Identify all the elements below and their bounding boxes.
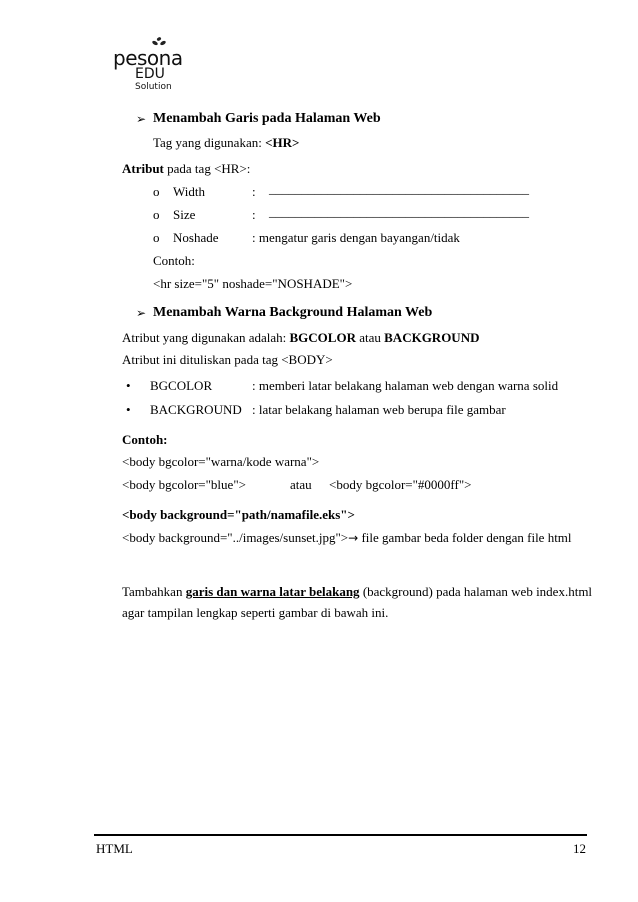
instruction-line-2: agar tampilan lengkap seperti gambar di bawah ini. (122, 605, 389, 620)
dot-bullet: • (126, 402, 131, 417)
page-number: 12 (573, 841, 586, 856)
tag-used-label: Tag yang digunakan: (153, 135, 266, 150)
footer-divider (94, 834, 587, 836)
item-name: Noshade (173, 230, 219, 245)
bullet-name: BACKGROUND (150, 402, 242, 417)
code-line: <body bgcolor="#0000ff"> (329, 477, 472, 492)
instruction-pre: Tambahkan (122, 584, 186, 599)
right-arrow-icon: → (348, 531, 359, 545)
item-name: Width (173, 184, 205, 199)
item-sep: : (252, 184, 256, 199)
bullet-desc: : memberi latar belakang halaman web dengan warna solid (252, 378, 559, 393)
code-line: <body bgcolor="blue"> (122, 477, 246, 492)
item-blank: ________________________________________ (269, 181, 529, 196)
arrow-bullet-icon: ➢ (136, 112, 147, 126)
item-sep: : (252, 207, 256, 222)
code-note: file gambar beda folder dengan file html (358, 530, 572, 545)
logo-edu: EDU (135, 66, 165, 82)
tag-used-line (153, 135, 299, 151)
bullet-desc: : latar belakang halaman web berupa file gambar (252, 402, 506, 417)
tag-hr: <HR> (265, 135, 300, 150)
arrow-bullet-icon: ➢ (136, 306, 147, 320)
instruction-emphasis: garis dan warna latar belakang (185, 584, 360, 599)
item-desc: : mengatur garis dengan bayangan/tidak (252, 230, 460, 245)
code-or: atau (290, 477, 312, 492)
section-heading: Menambah Warna Background Halaman Web (153, 305, 433, 320)
section-heading: Menambah Garis pada Halaman Web (153, 111, 381, 126)
item-name: Size (173, 207, 196, 222)
attribute-used-line (122, 330, 479, 346)
attribute-bgcolor: BGCOLOR (289, 330, 356, 345)
code-line-with-note (122, 530, 572, 546)
code-line: <body bgcolor="warna/kode warna"> (122, 454, 320, 469)
bullet-name: BGCOLOR (150, 378, 213, 393)
circle-bullet: o (153, 207, 160, 222)
dot-bullet: • (126, 378, 131, 393)
attribute-or: atau (355, 330, 385, 345)
example-label: Contoh: (153, 253, 195, 268)
attribute-background: BACKGROUND (384, 330, 480, 345)
attribute-used-label: Atribut yang digunakan adalah: (122, 330, 290, 345)
written-in-line: Atribut ini dituliskan pada tag <BODY> (122, 352, 333, 367)
footer-title: HTML (96, 841, 133, 856)
circle-bullet: o (153, 230, 160, 245)
attribute-label: Atribut (122, 161, 164, 176)
instruction-line-1 (122, 584, 592, 600)
code-text: <body background="../images/sunset.jpg"> (122, 530, 349, 545)
circle-bullet: o (153, 184, 160, 199)
attribute-text: pada tag <HR>: (163, 161, 251, 176)
logo-pesona: pesona (113, 46, 183, 70)
instruction-post: (background) pada halaman web index.html (359, 584, 593, 599)
example-label: Contoh: (122, 432, 168, 447)
code-line: <body background="path/namafile.eks"> (122, 507, 355, 522)
example-code: <hr size="5" noshade="NOSHADE"> (153, 276, 353, 291)
attribute-line (122, 161, 250, 177)
logo-solution: Solution (135, 82, 172, 92)
logo (113, 36, 185, 94)
item-blank: ________________________________________ (269, 204, 529, 219)
